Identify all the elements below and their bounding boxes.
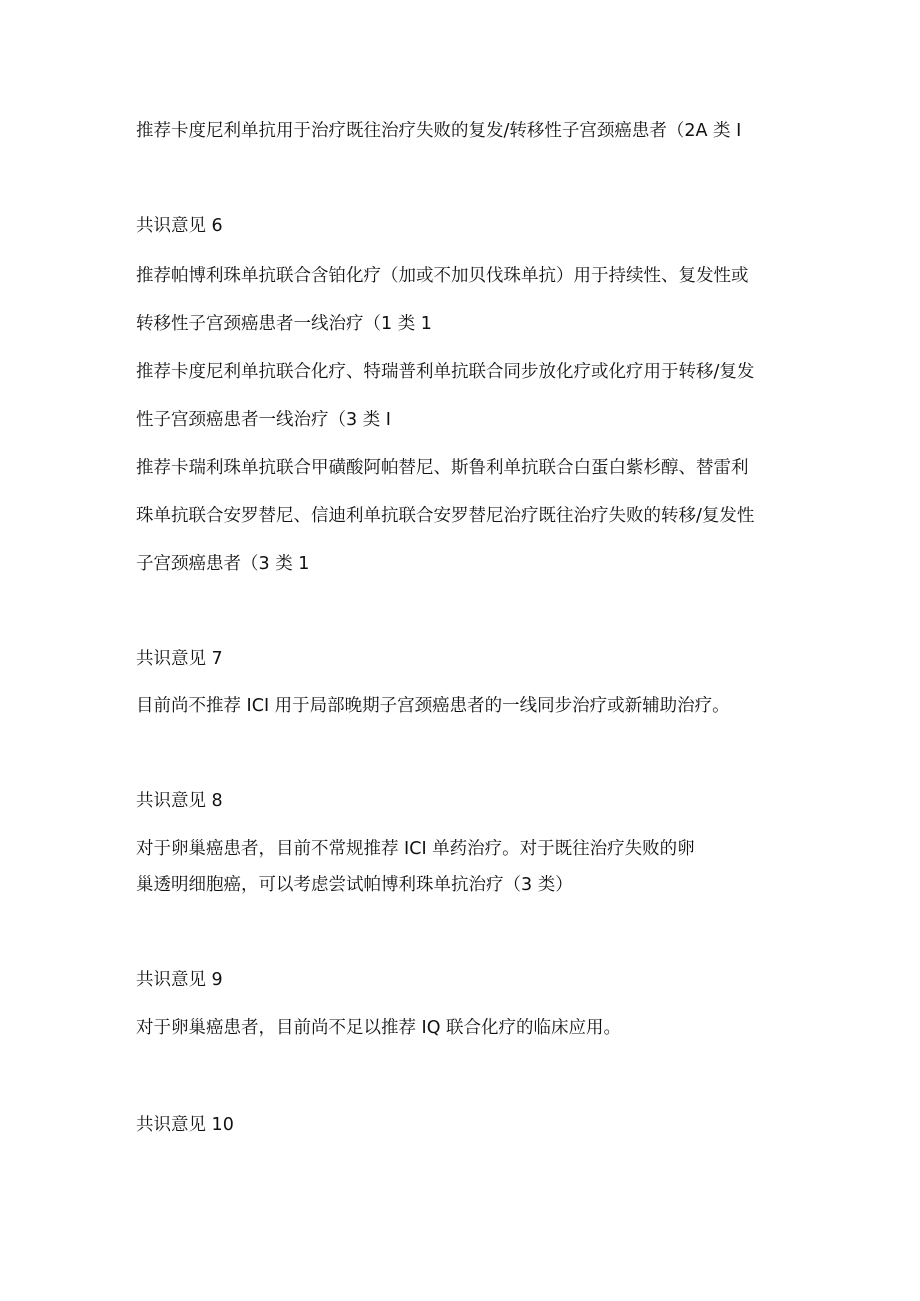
consensus-6-line-6: 珠单抗联合安罗替尼、信迪利单抗联合安罗替尼治疗既往治疗失败的转移/复发性 bbox=[136, 506, 755, 526]
intro-recommendation-line: 推荐卡度尼利单抗用于治疗既往治疗失败的复发/转移性子宫颈癌患者（2A 类 I bbox=[136, 121, 742, 141]
consensus-7-line-1: 目前尚不推荐 ICI 用于局部晚期子宫颈癌患者的一线同步治疗或新辅助治疗。 bbox=[136, 696, 730, 716]
consensus-6-line-2: 转移性子宫颈癌患者一线治疗（1 类 1 bbox=[136, 314, 432, 334]
consensus-6-line-1: 推荐帕博利珠单抗联合含铂化疗（加或不加贝伐珠单抗）用于持续性、复发性或 bbox=[136, 266, 749, 286]
consensus-7-heading: 共识意见 7 bbox=[136, 649, 223, 669]
consensus-8-line-2: 巢透明细胞癌，可以考虑尝试帕博利珠单抗治疗（3 类） bbox=[136, 875, 573, 895]
consensus-10-heading: 共识意见 10 bbox=[136, 1115, 234, 1135]
consensus-6-heading: 共识意见 6 bbox=[136, 216, 223, 236]
consensus-9-line-1: 对于卵巢癌患者，目前尚不足以推荐 IQ 联合化疗的临床应用。 bbox=[136, 1018, 622, 1038]
consensus-8-heading: 共识意见 8 bbox=[136, 791, 223, 811]
consensus-6-line-3: 推荐卡度尼利单抗联合化疗、特瑞普利单抗联合同步放化疗或化疗用于转移/复发 bbox=[136, 362, 755, 382]
consensus-6-line-7: 子宫颈癌患者（3 类 1 bbox=[136, 554, 310, 574]
consensus-8-line-1: 对于卵巢癌患者，目前不常规推荐 ICI 单药治疗。对于既往治疗失败的卵 bbox=[136, 839, 695, 859]
consensus-6-line-5: 推荐卡瑞利珠单抗联合甲磺酸阿帕替尼、斯鲁利单抗联合白蛋白紫杉醇、替雷利 bbox=[136, 458, 749, 478]
consensus-6-line-4: 性子宫颈癌患者一线治疗（3 类 I bbox=[136, 410, 391, 430]
consensus-9-heading: 共识意见 9 bbox=[136, 970, 223, 990]
